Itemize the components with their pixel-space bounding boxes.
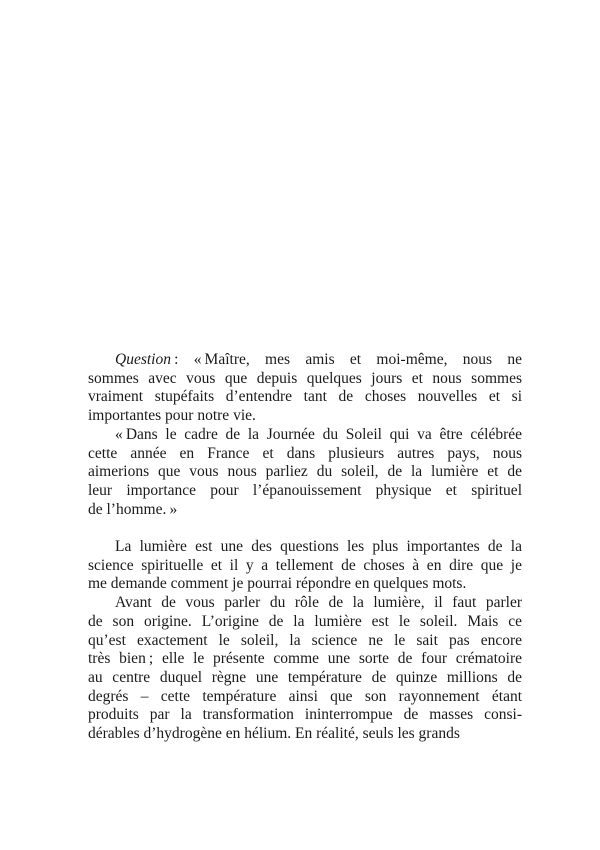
text-run: au centre duquel règne une température de quinze millions de xyxy=(88,668,522,686)
text-line xyxy=(88,370,522,389)
text-run: dérables d’hydrogène en hélium. En réalité, seuls les grands xyxy=(88,725,460,743)
text-line xyxy=(88,482,522,501)
paragraph xyxy=(88,351,522,426)
text-run: cette année en France et dans plusieurs autres pays, nous xyxy=(88,444,522,462)
text-run: me demande comment je pourrai répondre en quelques mots. xyxy=(88,575,467,593)
text-run: vraiment stupéfaits d’entendre tant de choses nouvelles et si xyxy=(88,388,522,406)
text-run: importantes pour notre vie. xyxy=(88,407,256,425)
text-run: de l’homme. » xyxy=(88,500,178,518)
text-line xyxy=(88,575,522,594)
italic-lead-text: Question xyxy=(115,351,171,368)
text-run: très bien ; elle le présente comme une sorte de four crématoire xyxy=(88,650,522,668)
text-run: : « Maître, mes amis et moi-même, nous ne xyxy=(170,351,522,368)
text-line xyxy=(88,388,522,407)
paragraph xyxy=(88,594,522,744)
text-line xyxy=(88,613,522,632)
text-run: produits par la transformation ininterrompue de masses consi- xyxy=(88,706,522,724)
text-run: Avant de vous parler du rôle de la lumière, il faut parler xyxy=(115,594,522,612)
paragraph xyxy=(88,538,522,594)
text-run: La lumière est une des questions les plus importantes de la xyxy=(115,538,522,556)
text-line xyxy=(88,538,522,557)
text-line xyxy=(88,351,522,370)
text-run: aimerions que vous nous parliez du soleil, de la lumière et de xyxy=(88,463,522,481)
text-line xyxy=(88,463,522,482)
text-line xyxy=(88,650,522,669)
text-run: qu’est exactement le soleil, la science ne le sait pas encore xyxy=(88,631,522,649)
text-line xyxy=(88,706,522,725)
paragraph xyxy=(88,426,522,520)
text-line xyxy=(88,501,522,520)
text-run: science spirituelle et il y a tellement de choses à en dire que je xyxy=(88,556,522,574)
text-line xyxy=(88,445,522,464)
text-line xyxy=(88,725,522,744)
text-run: « Dans le cadre de la Journée du Soleil qui va être célébrée xyxy=(115,425,522,443)
text-line xyxy=(88,632,522,651)
text-run: de son origine. L’origine de la lumière est le soleil. Mais ce xyxy=(88,612,522,630)
text-line xyxy=(88,688,522,707)
text-run: leur importance pour l’épanouissement physique et spirituel xyxy=(88,481,522,499)
text-run: degrés – cette température ainsi que son rayonnement étant xyxy=(88,687,522,705)
text-line xyxy=(88,557,522,576)
text-run: sommes avec vous que depuis quelques jours et nous sommes xyxy=(88,369,522,387)
text-line xyxy=(88,426,522,445)
page-text xyxy=(88,351,522,744)
text-line xyxy=(88,669,522,688)
text-line xyxy=(88,594,522,613)
text-line xyxy=(88,407,522,426)
